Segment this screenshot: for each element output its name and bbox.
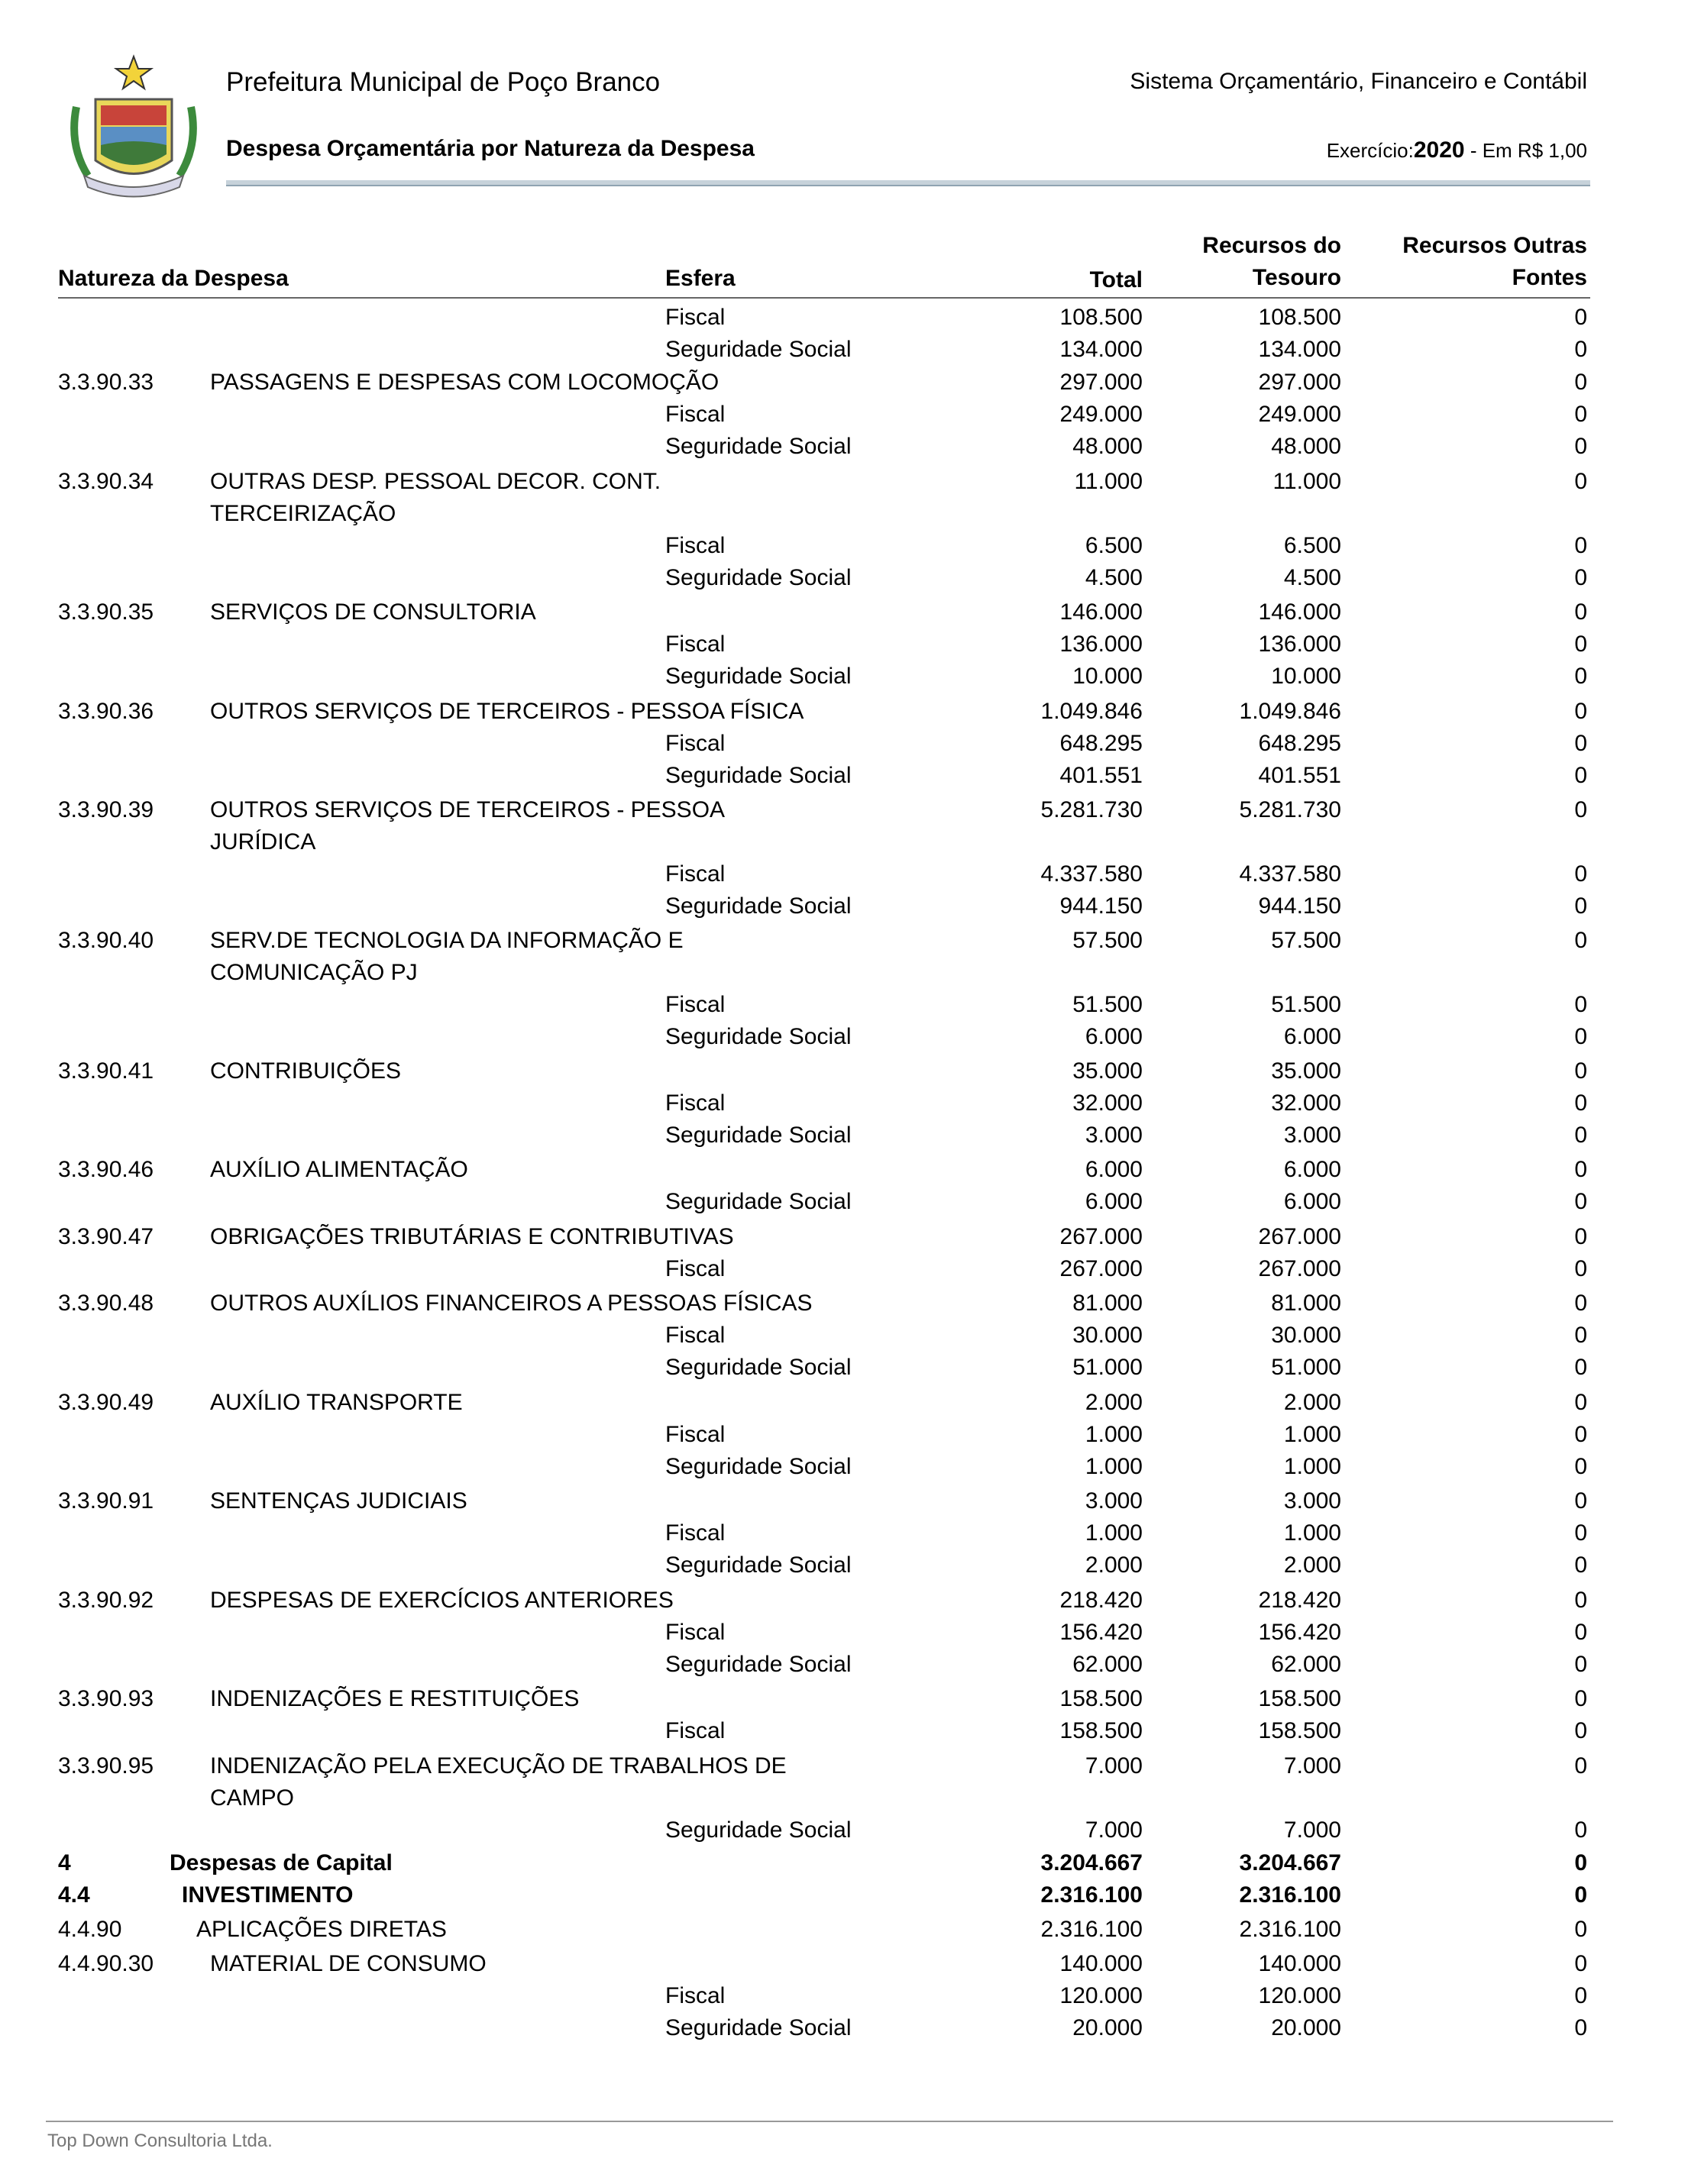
outras-fontes-cell: 0 — [1574, 992, 1587, 1017]
outras-fontes-cell: 0 — [1574, 1917, 1587, 1942]
table-row — [0, 1718, 1688, 1750]
esfera-cell: Fiscal — [665, 1620, 726, 1645]
outras-fontes-cell: 0 — [1574, 1488, 1587, 1514]
outras-fontes-cell: 0 — [1574, 1323, 1587, 1348]
tesouro-cell: 156.420 — [1258, 1620, 1341, 1645]
table-row — [0, 1850, 1688, 1882]
esfera-cell: Fiscal — [665, 1422, 726, 1447]
esfera-cell: Seguridade Social — [665, 1454, 852, 1479]
outras-fontes-cell: 0 — [1574, 861, 1587, 887]
table-row — [0, 1323, 1688, 1355]
total-cell: 3.204.667 — [1040, 1850, 1143, 1875]
table-row — [0, 565, 1688, 597]
tesouro-cell: 7.000 — [1283, 1753, 1341, 1779]
tesouro-cell: 11.000 — [1272, 469, 1341, 494]
esfera-cell: Seguridade Social — [665, 1123, 852, 1148]
code-cell: 4.4.90 — [58, 1917, 122, 1942]
outras-fontes-cell: 0 — [1574, 763, 1587, 788]
table-row — [0, 928, 1688, 960]
table-row — [0, 1090, 1688, 1123]
table-row — [0, 305, 1688, 337]
code-cell: 3.3.90.34 — [58, 469, 154, 494]
table-row — [0, 599, 1688, 632]
description-cell: INDENIZAÇÕES E RESTITUIÇÕES — [210, 1686, 580, 1711]
tesouro-cell: 51.500 — [1271, 992, 1341, 1017]
table-row — [0, 861, 1688, 893]
outras-fontes-cell: 0 — [1574, 1157, 1587, 1182]
municipality-title: Prefeitura Municipal de Poço Branco — [226, 67, 661, 97]
outras-fontes-cell: 0 — [1574, 305, 1587, 330]
total-cell: 944.150 — [1059, 893, 1143, 919]
tesouro-cell: 51.000 — [1271, 1355, 1341, 1380]
total-cell: 6.500 — [1085, 533, 1143, 558]
outras-fontes-cell: 0 — [1574, 632, 1587, 657]
tesouro-cell: 158.500 — [1258, 1718, 1341, 1743]
column-header-divider — [58, 297, 1590, 299]
table-row — [0, 1256, 1688, 1288]
tesouro-cell: 4.500 — [1283, 565, 1341, 590]
tesouro-cell: 648.295 — [1258, 731, 1341, 756]
table-row — [0, 632, 1688, 664]
total-cell: 156.420 — [1059, 1620, 1143, 1645]
total-cell: 1.000 — [1085, 1454, 1143, 1479]
esfera-cell: Seguridade Social — [665, 337, 852, 362]
outras-fontes-cell: 0 — [1574, 533, 1587, 558]
description-cell: SERVIÇOS DE CONSULTORIA — [210, 599, 536, 625]
tesouro-cell: 108.500 — [1258, 305, 1341, 330]
description-cell: OUTROS SERVIÇOS DE TERCEIROS - PESSOA — [210, 797, 726, 822]
code-cell: 3.3.90.41 — [58, 1058, 154, 1084]
code-cell: 4.4 — [58, 1882, 90, 1908]
tesouro-cell: 6.000 — [1283, 1189, 1341, 1214]
table-row — [0, 1882, 1688, 1914]
description-cell: CAMPO — [210, 1785, 295, 1811]
tesouro-cell: 32.000 — [1271, 1090, 1341, 1116]
esfera-cell: Fiscal — [665, 1718, 726, 1743]
esfera-cell: Fiscal — [665, 402, 726, 427]
total-cell: 4.500 — [1085, 565, 1143, 590]
outras-fontes-cell: 0 — [1574, 928, 1587, 953]
outras-fontes-cell: 0 — [1574, 797, 1587, 822]
code-cell: 3.3.90.92 — [58, 1588, 154, 1613]
total-cell: 35.000 — [1072, 1058, 1143, 1084]
tesouro-cell: 3.000 — [1283, 1488, 1341, 1514]
tesouro-cell: 146.000 — [1258, 599, 1341, 625]
outras-fontes-cell: 0 — [1574, 1454, 1587, 1479]
outras-fontes-cell: 0 — [1574, 664, 1587, 689]
code-cell: 3.3.90.49 — [58, 1390, 154, 1415]
total-cell: 4.337.580 — [1040, 861, 1143, 887]
col-header-natureza: Natureza da Despesa — [58, 266, 289, 291]
report-title: Despesa Orçamentária por Natureza da Despesa — [226, 136, 755, 161]
table-row — [0, 533, 1688, 565]
description-cell: TERCEIRIZAÇÃO — [210, 501, 396, 526]
tesouro-cell: 2.000 — [1283, 1552, 1341, 1578]
tesouro-cell: 1.000 — [1283, 1454, 1341, 1479]
total-cell: 2.000 — [1085, 1390, 1143, 1415]
tesouro-cell: 57.500 — [1271, 928, 1341, 953]
table-row — [0, 1917, 1688, 1949]
description-cell: INDENIZAÇÃO PELA EXECUÇÃO DE TRABALHOS DE — [210, 1753, 787, 1779]
esfera-cell: Seguridade Social — [665, 434, 852, 459]
table-row — [0, 960, 1688, 992]
tesouro-cell: 218.420 — [1258, 1588, 1341, 1613]
total-cell: 297.000 — [1059, 370, 1143, 395]
code-cell: 3.3.90.93 — [58, 1686, 154, 1711]
total-cell: 57.500 — [1072, 928, 1143, 953]
tesouro-cell: 20.000 — [1271, 2015, 1341, 2040]
esfera-cell: Fiscal — [665, 1323, 726, 1348]
outras-fontes-cell: 0 — [1574, 599, 1587, 625]
esfera-cell: Fiscal — [665, 1256, 726, 1281]
currency-unit: - Em R$ 1,00 — [1464, 139, 1587, 162]
col-header-esfera: Esfera — [665, 266, 736, 291]
tesouro-cell: 140.000 — [1258, 1951, 1341, 1976]
esfera-cell: Fiscal — [665, 1983, 726, 2008]
outras-fontes-cell: 0 — [1574, 1620, 1587, 1645]
tesouro-cell: 30.000 — [1271, 1323, 1341, 1348]
table-row — [0, 731, 1688, 763]
table-row — [0, 699, 1688, 731]
esfera-cell: Seguridade Social — [665, 2015, 852, 2040]
outras-fontes-cell: 0 — [1574, 1123, 1587, 1148]
outras-fontes-cell: 0 — [1574, 1753, 1587, 1779]
esfera-cell: Fiscal — [665, 861, 726, 887]
total-cell: 32.000 — [1072, 1090, 1143, 1116]
total-cell: 267.000 — [1059, 1256, 1143, 1281]
table-row — [0, 1291, 1688, 1323]
total-cell: 2.316.100 — [1040, 1882, 1143, 1908]
esfera-cell: Fiscal — [665, 533, 726, 558]
table-row — [0, 1024, 1688, 1056]
footer-company: Top Down Consultoria Ltda. — [47, 2131, 273, 2151]
outras-fontes-cell: 0 — [1574, 337, 1587, 362]
outras-fontes-cell: 0 — [1574, 1850, 1587, 1875]
outras-fontes-cell: 0 — [1574, 1291, 1587, 1316]
table-row — [0, 1753, 1688, 1785]
code-cell: 3.3.90.36 — [58, 699, 154, 724]
tesouro-cell: 249.000 — [1258, 402, 1341, 427]
col-header-outras-line1: Recursos Outras — [1402, 233, 1587, 258]
total-cell: 6.000 — [1085, 1024, 1143, 1049]
description-cell: INVESTIMENTO — [182, 1882, 354, 1908]
footer-divider — [46, 2121, 1613, 2122]
esfera-cell: Seguridade Social — [665, 1552, 852, 1578]
total-cell: 249.000 — [1059, 402, 1143, 427]
table-row — [0, 797, 1688, 829]
total-cell: 3.000 — [1085, 1488, 1143, 1514]
tesouro-cell: 6.500 — [1283, 533, 1341, 558]
total-cell: 6.000 — [1085, 1189, 1143, 1214]
esfera-cell: Seguridade Social — [665, 1189, 852, 1214]
total-cell: 30.000 — [1072, 1323, 1143, 1348]
table-row — [0, 829, 1688, 861]
total-cell: 648.295 — [1059, 731, 1143, 756]
tesouro-cell: 2.316.100 — [1239, 1882, 1341, 1908]
table-row — [0, 1785, 1688, 1817]
outras-fontes-cell: 0 — [1574, 402, 1587, 427]
table-row — [0, 434, 1688, 466]
description-cell: COMUNICAÇÃO PJ — [210, 960, 418, 985]
outras-fontes-cell: 0 — [1574, 893, 1587, 919]
outras-fontes-cell: 0 — [1574, 1422, 1587, 1447]
table-row — [0, 1588, 1688, 1620]
total-cell: 1.000 — [1085, 1422, 1143, 1447]
esfera-cell: Seguridade Social — [665, 565, 852, 590]
description-cell: AUXÍLIO ALIMENTAÇÃO — [210, 1157, 468, 1182]
total-cell: 140.000 — [1059, 1951, 1143, 1976]
code-cell: 3.3.90.40 — [58, 928, 154, 953]
system-name: Sistema Orçamentário, Financeiro e Contábil — [1130, 69, 1587, 94]
table-row — [0, 1390, 1688, 1422]
table-row — [0, 1189, 1688, 1221]
tesouro-cell: 4.337.580 — [1239, 861, 1341, 887]
col-header-tesouro-line1: Recursos do — [1202, 233, 1341, 258]
total-cell: 136.000 — [1059, 632, 1143, 657]
table-row — [0, 1224, 1688, 1256]
description-cell: SERV.DE TECNOLOGIA DA INFORMAÇÃO E — [210, 928, 684, 953]
outras-fontes-cell: 0 — [1574, 1652, 1587, 1677]
total-cell: 2.000 — [1085, 1552, 1143, 1578]
outras-fontes-cell: 0 — [1574, 1983, 1587, 2008]
total-cell: 81.000 — [1072, 1291, 1143, 1316]
esfera-cell: Fiscal — [665, 731, 726, 756]
total-cell: 401.551 — [1059, 763, 1143, 788]
esfera-cell: Seguridade Social — [665, 1355, 852, 1380]
total-cell: 10.000 — [1072, 664, 1143, 689]
total-cell: 20.000 — [1072, 2015, 1143, 2040]
tesouro-cell: 120.000 — [1258, 1983, 1341, 2008]
tesouro-cell: 6.000 — [1283, 1024, 1341, 1049]
tesouro-cell: 134.000 — [1258, 337, 1341, 362]
table-row — [0, 1552, 1688, 1585]
description-cell: CONTRIBUIÇÕES — [210, 1058, 402, 1084]
table-row — [0, 1157, 1688, 1189]
esfera-cell: Seguridade Social — [665, 664, 852, 689]
esfera-cell: Fiscal — [665, 1520, 726, 1546]
tesouro-cell: 10.000 — [1271, 664, 1341, 689]
outras-fontes-cell: 0 — [1574, 469, 1587, 494]
total-cell: 146.000 — [1059, 599, 1143, 625]
tesouro-cell: 267.000 — [1258, 1256, 1341, 1281]
outras-fontes-cell: 0 — [1574, 1355, 1587, 1380]
outras-fontes-cell: 0 — [1574, 1256, 1587, 1281]
exercise-label: Exercício: — [1326, 139, 1414, 162]
col-header-total: Total — [1089, 267, 1143, 292]
tesouro-cell: 1.049.846 — [1239, 699, 1341, 724]
tesouro-cell: 6.000 — [1283, 1157, 1341, 1182]
outras-fontes-cell: 0 — [1574, 699, 1587, 724]
outras-fontes-cell: 0 — [1574, 1189, 1587, 1214]
description-cell: OUTROS SERVIÇOS DE TERCEIROS - PESSOA FÍSICA — [210, 699, 804, 724]
tesouro-cell: 3.204.667 — [1239, 1850, 1341, 1875]
total-cell: 158.500 — [1059, 1718, 1143, 1743]
table-row — [0, 1817, 1688, 1850]
total-cell: 5.281.730 — [1040, 797, 1143, 822]
total-cell: 218.420 — [1059, 1588, 1143, 1613]
outras-fontes-cell: 0 — [1574, 1058, 1587, 1084]
tesouro-cell: 158.500 — [1258, 1686, 1341, 1711]
table-row — [0, 402, 1688, 434]
code-cell: 3.3.90.46 — [58, 1157, 154, 1182]
outras-fontes-cell: 0 — [1574, 1882, 1587, 1908]
code-cell: 3.3.90.35 — [58, 599, 154, 625]
description-cell: OBRIGAÇÕES TRIBUTÁRIAS E CONTRIBUTIVAS — [210, 1224, 734, 1249]
description-cell: OUTROS AUXÍLIOS FINANCEIROS A PESSOAS FÍSICAS — [210, 1291, 813, 1316]
table-row — [0, 1951, 1688, 1983]
total-cell: 158.500 — [1059, 1686, 1143, 1711]
description-cell: SENTENÇAS JUDICIAIS — [210, 1488, 467, 1514]
description-cell: JURÍDICA — [210, 829, 316, 855]
table-row — [0, 1123, 1688, 1155]
total-cell: 6.000 — [1085, 1157, 1143, 1182]
tesouro-cell: 62.000 — [1271, 1652, 1341, 1677]
total-cell: 11.000 — [1074, 469, 1143, 494]
tesouro-cell: 267.000 — [1258, 1224, 1341, 1249]
outras-fontes-cell: 0 — [1574, 731, 1587, 756]
total-cell: 7.000 — [1085, 1817, 1143, 1843]
table-row — [0, 1058, 1688, 1090]
outras-fontes-cell: 0 — [1574, 1718, 1587, 1743]
code-cell: 3.3.90.47 — [58, 1224, 154, 1249]
outras-fontes-cell: 0 — [1574, 1390, 1587, 1415]
tesouro-cell: 35.000 — [1271, 1058, 1341, 1084]
total-cell: 48.000 — [1072, 434, 1143, 459]
tesouro-cell: 5.281.730 — [1239, 797, 1341, 822]
tesouro-cell: 2.316.100 — [1239, 1917, 1341, 1942]
code-cell: 3.3.90.95 — [58, 1753, 154, 1779]
code-cell: 3.3.90.39 — [58, 797, 154, 822]
tesouro-cell: 48.000 — [1271, 434, 1341, 459]
table-row — [0, 1620, 1688, 1652]
exercise-info — [1327, 137, 1587, 163]
esfera-cell: Fiscal — [665, 992, 726, 1017]
table-row — [0, 2015, 1688, 2047]
tesouro-cell: 297.000 — [1258, 370, 1341, 395]
tesouro-cell: 944.150 — [1258, 893, 1341, 919]
table-row — [0, 1652, 1688, 1684]
esfera-cell: Fiscal — [665, 632, 726, 657]
total-cell: 267.000 — [1059, 1224, 1143, 1249]
outras-fontes-cell: 0 — [1574, 1520, 1587, 1546]
esfera-cell: Fiscal — [665, 1090, 726, 1116]
col-header-outras-line2: Fontes — [1512, 265, 1587, 290]
header-divider — [226, 180, 1590, 186]
total-cell: 120.000 — [1059, 1983, 1143, 2008]
description-cell: Despesas de Capital — [170, 1850, 393, 1875]
total-cell: 134.000 — [1059, 337, 1143, 362]
tesouro-cell: 1.000 — [1283, 1520, 1341, 1546]
table-row — [0, 1983, 1688, 2015]
code-cell: 3.3.90.91 — [58, 1488, 154, 1514]
table-row — [0, 337, 1688, 369]
tesouro-cell: 7.000 — [1283, 1817, 1341, 1843]
outras-fontes-cell: 0 — [1574, 1817, 1587, 1843]
tesouro-cell: 81.000 — [1271, 1291, 1341, 1316]
table-row — [0, 469, 1688, 501]
table-row — [0, 763, 1688, 795]
esfera-cell: Seguridade Social — [665, 893, 852, 919]
outras-fontes-cell: 0 — [1574, 565, 1587, 590]
table-row — [0, 1355, 1688, 1387]
outras-fontes-cell: 0 — [1574, 1090, 1587, 1116]
outras-fontes-cell: 0 — [1574, 2015, 1587, 2040]
table-row — [0, 664, 1688, 696]
esfera-cell: Seguridade Social — [665, 1024, 852, 1049]
code-cell: 4 — [58, 1850, 71, 1875]
total-cell: 2.316.100 — [1040, 1917, 1143, 1942]
table-row — [0, 1520, 1688, 1552]
table-row — [0, 370, 1688, 402]
esfera-cell: Seguridade Social — [665, 1652, 852, 1677]
tesouro-cell: 3.000 — [1283, 1123, 1341, 1148]
code-cell: 3.3.90.48 — [58, 1291, 154, 1316]
total-cell: 7.000 — [1085, 1753, 1143, 1779]
table-row — [0, 1686, 1688, 1718]
outras-fontes-cell: 0 — [1574, 1951, 1587, 1976]
description-cell: DESPESAS DE EXERCÍCIOS ANTERIORES — [210, 1588, 674, 1613]
outras-fontes-cell: 0 — [1574, 1588, 1587, 1613]
description-cell: OUTRAS DESP. PESSOAL DECOR. CONT. — [210, 469, 661, 494]
tesouro-cell: 401.551 — [1258, 763, 1341, 788]
esfera-cell: Fiscal — [665, 305, 726, 330]
total-cell: 1.049.846 — [1040, 699, 1143, 724]
col-header-tesouro-line2: Tesouro — [1252, 265, 1341, 290]
total-cell: 51.000 — [1072, 1355, 1143, 1380]
municipal-coat-of-arms-logo — [53, 53, 214, 206]
tesouro-cell: 1.000 — [1283, 1422, 1341, 1447]
description-cell: MATERIAL DE CONSUMO — [210, 1951, 487, 1976]
outras-fontes-cell: 0 — [1574, 1024, 1587, 1049]
outras-fontes-cell: 0 — [1574, 1552, 1587, 1578]
code-cell: 4.4.90.30 — [58, 1951, 154, 1976]
tesouro-cell: 136.000 — [1258, 632, 1341, 657]
outras-fontes-cell: 0 — [1574, 1224, 1587, 1249]
description-cell: PASSAGENS E DESPESAS COM LOCOMOÇÃO — [210, 370, 720, 395]
outras-fontes-cell: 0 — [1574, 434, 1587, 459]
total-cell: 3.000 — [1085, 1123, 1143, 1148]
outras-fontes-cell: 0 — [1574, 1686, 1587, 1711]
tesouro-cell: 2.000 — [1283, 1390, 1341, 1415]
description-cell: AUXÍLIO TRANSPORTE — [210, 1390, 463, 1415]
table-row — [0, 1422, 1688, 1454]
table-row — [0, 992, 1688, 1024]
code-cell: 3.3.90.33 — [58, 370, 154, 395]
description-cell: APLICAÇÕES DIRETAS — [196, 1917, 447, 1942]
table-row — [0, 893, 1688, 926]
outras-fontes-cell: 0 — [1574, 370, 1587, 395]
table-row — [0, 1488, 1688, 1520]
total-cell: 62.000 — [1072, 1652, 1143, 1677]
esfera-cell: Seguridade Social — [665, 763, 852, 788]
esfera-cell: Seguridade Social — [665, 1817, 852, 1843]
total-cell: 108.500 — [1059, 305, 1143, 330]
table-row — [0, 501, 1688, 533]
total-cell: 51.500 — [1072, 992, 1143, 1017]
exercise-year: 2020 — [1413, 137, 1465, 163]
table-row — [0, 1454, 1688, 1486]
total-cell: 1.000 — [1085, 1520, 1143, 1546]
